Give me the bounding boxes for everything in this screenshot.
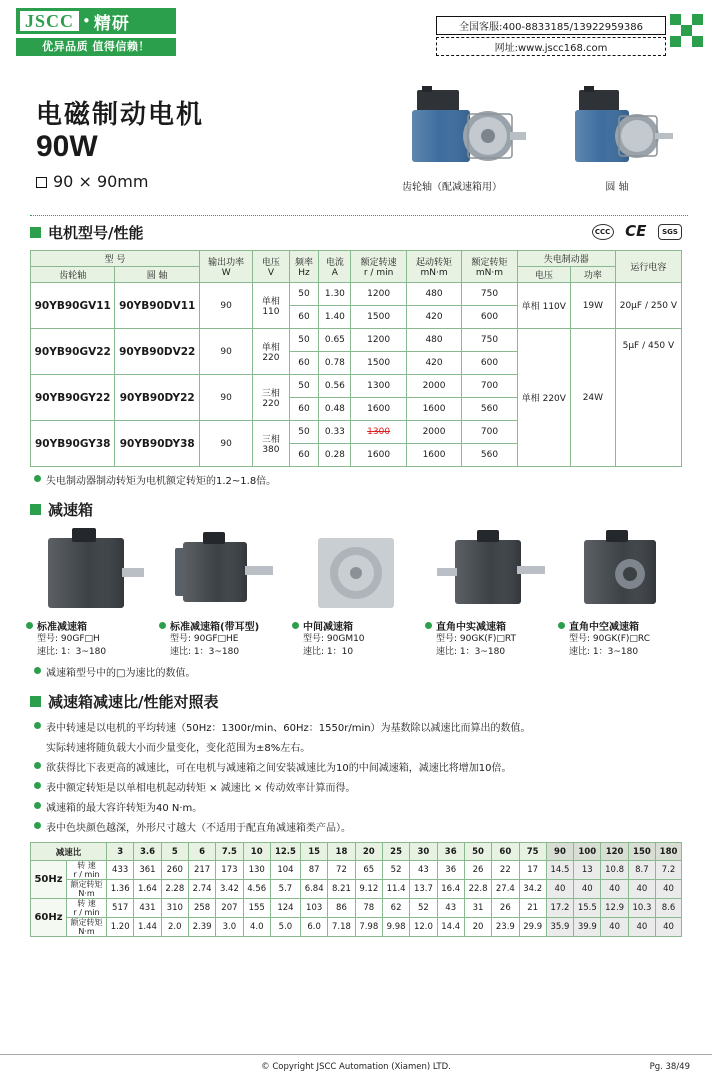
cell-value: 124 [270,899,300,918]
dimension-value: 90 × 90mm [53,172,149,191]
cell-speed: 1500 [351,306,406,329]
cell-start: 420 [406,306,461,329]
cell-value: 431 [134,899,161,918]
cell-value: 23.9 [492,918,519,937]
section3-notes [0,719,712,834]
cell-value: 2.74 [188,880,215,899]
gearbox-ratio-standard-ear: 速比: 1：3~180 [170,647,240,657]
logo-chinese-text: 精研 [93,13,130,34]
cell-freq: 60 [289,306,319,329]
table-row [31,329,682,352]
gearbox-image-standard [26,528,154,614]
cell-value: 34.2 [519,880,546,899]
cell-value: 31 [464,899,491,918]
cell-current: 0.33 [319,421,351,444]
table-row [31,918,682,937]
cell-voltage: 单相 110 [253,283,289,329]
cell-value: 10.3 [628,899,655,918]
cell-value: 4.0 [243,918,270,937]
cell-start: 1600 [406,444,461,467]
cell-current: 1.30 [319,283,351,306]
copyright-text: © Copyright JSCC Automation (Xiamen) LTD. [261,1062,451,1072]
th-ratio-150: 150 [628,843,655,861]
th-brake-voltage: 电压 [517,267,570,283]
section3-note-1 [34,739,712,754]
cell-value: 5.0 [270,918,300,937]
cell-current: 1.40 [319,306,351,329]
cell-value: 40 [656,880,682,899]
table-row [31,861,682,880]
cell-value: 72 [328,861,355,880]
section3-note-2 [34,759,712,774]
cell-freq: 50 [289,329,319,352]
cell-value: 62 [382,899,409,918]
cell-current: 0.48 [319,398,351,421]
bullet-dot-icon [159,622,166,629]
gearbox-image-right-angle-solid [425,528,553,614]
bullet-dot-icon [34,475,41,482]
cell-rated: 560 [462,444,517,467]
cell-value: 130 [243,861,270,880]
gearbox-label-right-angle-solid: 直角中实减速箱 [425,618,553,633]
cell-value: 7.2 [656,861,682,880]
section-heading-gearbox [30,499,712,520]
cell-value: 16.4 [437,880,464,899]
note-text: 实际转速将随负载大小而少量变化，变化范围为±8%左右。 [46,743,311,754]
note-text: 表中额定转矩是以单相电机起动转矩 × 减速比 × 传动效率计算而得。 [46,783,356,794]
cell-value: 9.98 [382,918,409,937]
cell-value: 8.6 [656,899,682,918]
cell-row-label: 转 速 r / min [67,899,107,918]
cell-value: 29.9 [519,918,546,937]
cell-value: 17.2 [546,899,573,918]
note-text: 欲获得比下表更高的减速比，可在电机与减速箱之间安装减速比为10的中间减速箱，减速比将增加10倍。 [46,763,512,774]
cell-freq: 60 [289,352,319,375]
gearbox-model-right-angle-solid: 型号: 90GK(F)□RT [436,634,517,644]
title-area [0,72,712,222]
cell-value: 40 [601,918,628,937]
th-ratio-3.6: 3.6 [134,843,161,861]
th-ratio-25: 25 [382,843,409,861]
cell-value: 40 [628,880,655,899]
bullet-dot-icon [34,782,41,789]
cell-value: 8.21 [328,880,355,899]
cell-value: 8.7 [628,861,655,880]
note-text: 减速箱的最大容许转矩为40 N·m。 [46,803,203,814]
th-ratio: 减速比 [31,843,107,861]
page-header [0,0,712,72]
cell-start: 1600 [406,398,461,421]
cell-value: 1.44 [134,918,161,937]
gearbox-label-right-angle-hollow: 直角中空减速箱 [558,618,686,633]
cell-row-label: 转 速 r / min [67,861,107,880]
green-square-icon-3 [30,696,41,707]
cell-value: 52 [382,861,409,880]
cell-round: 90YB90DV11 [115,283,200,329]
cell-value: 11.4 [382,880,409,899]
sgs-icon: SGS [658,224,682,240]
th-ratio-120: 120 [601,843,628,861]
section-heading-performance [30,222,712,243]
cell-value: 65 [355,861,382,880]
bullet-dot-icon [34,762,41,769]
th-ratio-6: 6 [188,843,215,861]
th-freq: 频率 Hz [289,251,319,283]
bullet-dot-icon [34,802,41,809]
cell-value: 2.0 [161,918,188,937]
cell-value: 260 [161,861,188,880]
cell-voltage: 三相 220 [253,375,289,421]
logo-main-bar [16,8,176,34]
cell-value: 3.0 [216,918,243,937]
cell-rated: 750 [462,283,517,306]
cell-speed: 1300 [351,421,406,444]
gear-shaft-motor-image [392,82,542,192]
cell-value: 361 [134,861,161,880]
th-ratio-7.5: 7.5 [216,843,243,861]
cell-freq: 60 [289,444,319,467]
cell-value: 517 [107,899,134,918]
cell-start: 2000 [406,421,461,444]
cell-value: 155 [243,899,270,918]
cell-current: 0.65 [319,329,351,352]
cell-round: 90YB90DY38 [115,421,200,467]
cell-value: 12.0 [410,918,437,937]
gearbox-image-standard-ear [159,528,287,614]
th-ratio-36: 36 [437,843,464,861]
square-icon [36,177,47,188]
cell-value: 40 [601,880,628,899]
gearbox-ratio-right-angle-hollow: 速比: 1：3~180 [569,647,639,657]
page-footer [0,1054,712,1080]
section2-title: 减速箱 [48,501,94,519]
cell-start: 480 [406,329,461,352]
note-text: 表中转速是以电机的平均转速（50Hz：1300r/min、60Hz：1550r/min）为基数除以减速比而算出的数值。 [46,723,531,734]
bullet-dot-icon [558,622,565,629]
cell-value: 173 [216,861,243,880]
cell-brake-power: 24W [571,329,616,467]
section2-note-text: 减速箱型号中的□为速比的数值。 [46,668,196,679]
table-row [31,899,682,918]
cell-value: 1.64 [134,880,161,899]
th-ratio-75: 75 [519,843,546,861]
cell-value: 20 [464,918,491,937]
cell-value: 433 [107,861,134,880]
motor-performance-table [30,250,682,467]
cell-rated: 750 [462,329,517,352]
cell-value: 17 [519,861,546,880]
section-heading-ratio [30,691,712,712]
th-ratio-100: 100 [574,843,601,861]
cell-start: 420 [406,352,461,375]
gearbox-model-right-angle-hollow: 型号: 90GK(F)□RC [569,634,651,644]
table-row [31,283,682,306]
gearbox-label-standard: 标准减速箱 [26,618,154,633]
th-ratio-30: 30 [410,843,437,861]
cell-value: 22 [492,861,519,880]
cell-value: 43 [437,899,464,918]
cell-value: 2.28 [161,880,188,899]
cell-value: 2.39 [188,918,215,937]
cell-gear: 90YB90GV11 [31,283,115,329]
cell-value: 5.7 [270,880,300,899]
cell-value: 6.84 [301,880,328,899]
cell-value: 21 [519,899,546,918]
cell-rated: 700 [462,375,517,398]
bullet-dot-icon [425,622,432,629]
cell-value: 7.98 [355,918,382,937]
cell-value: 104 [270,861,300,880]
green-square-icon [30,227,41,238]
round-shaft-caption: 圆 轴 [605,182,629,193]
cell-value: 3.42 [216,880,243,899]
cell-value: 310 [161,899,188,918]
th-start-torque: 起动转矩 mN·m [406,251,461,283]
th-ratio-60: 60 [492,843,519,861]
website-line: 网址:www.jscc168.com [436,37,666,56]
cell-frequency-group: 60Hz [31,899,67,937]
cell-value: 14.5 [546,861,573,880]
cell-brake-voltage: 单相 110V [517,283,570,329]
bullet-dot-icon [26,622,33,629]
cell-rated: 560 [462,398,517,421]
cell-rated: 600 [462,306,517,329]
cell-power: 90 [199,283,252,329]
th-voltage: 电压 V [253,251,289,283]
gearbox-item-standard [26,528,154,659]
cell-value: 36 [437,861,464,880]
cell-frequency-group: 50Hz [31,861,67,899]
gearbox-item-middle [292,528,420,659]
gearbox-image-right-angle-hollow [558,528,686,614]
cell-value: 4.56 [243,880,270,899]
th-rated-speed: 额定转速 r / min [351,251,406,283]
th-brake: 失电制动器 [517,251,615,267]
cell-gear: 90YB90GY22 [31,375,115,421]
contact-info [436,16,666,58]
cell-voltage: 单相 220 [253,329,289,375]
cell-value: 103 [301,899,328,918]
divider-dotted [30,215,688,216]
gearbox-ratio-standard: 速比: 1：3~180 [37,647,107,657]
cell-rated: 600 [462,352,517,375]
cell-value: 13 [574,861,601,880]
cell-freq: 50 [289,283,319,306]
cell-current: 0.78 [319,352,351,375]
cell-value: 7.18 [328,918,355,937]
th-ratio-20: 20 [355,843,382,861]
gearbox-item-standard-ear [159,528,287,659]
th-ratio-180: 180 [656,843,682,861]
table-row [31,880,682,899]
th-current: 电流 A [319,251,351,283]
cell-value: 1.20 [107,918,134,937]
section1-note-text: 失电制动器制动转矩为电机额定转矩的1.2~1.8倍。 [46,476,277,487]
cell-value: 258 [188,899,215,918]
ccc-icon: CCC [592,224,614,240]
bullet-dot-icon [34,822,41,829]
th-ratio-5: 5 [161,843,188,861]
bullet-dot-icon [34,722,41,729]
th-ratio-90: 90 [546,843,573,861]
th-ratio-10: 10 [243,843,270,861]
gear-shaft-caption: 齿轮轴（配减速箱用） [402,182,502,193]
section1-note [34,472,712,487]
gearbox-list [26,528,686,659]
logo-slogan: 优异品质 值得信赖！ [16,38,176,56]
cell-speed: 1300 [351,375,406,398]
cell-value: 26 [492,899,519,918]
th-run-cap: 运行电容 [615,251,681,283]
section3-note-4 [34,799,712,814]
cell-freq: 50 [289,375,319,398]
cell-speed: 1200 [351,283,406,306]
cell-value: 86 [328,899,355,918]
section3-note-3 [34,779,712,794]
motor-photos [392,82,682,212]
page-number: Pg. 38/49 [649,1062,690,1072]
th-ratio-15: 15 [301,843,328,861]
dimension-label [36,172,148,191]
cell-power: 90 [199,375,252,421]
cell-value: 87 [301,861,328,880]
gearbox-model-standard: 型号: 90GF□H [37,634,100,644]
cell-power: 90 [199,421,252,467]
cell-start: 480 [406,283,461,306]
th-ratio-18: 18 [328,843,355,861]
gearbox-ratio-right-angle-solid: 速比: 1：3~180 [436,647,506,657]
cell-gear: 90YB90GY38 [31,421,115,467]
th-brake-power: 功率 [571,267,616,283]
cell-speed: 1500 [351,352,406,375]
cell-run-cap: 20μF / 250 V [615,283,681,329]
cell-gear: 90YB90GV22 [31,329,115,375]
th-output-power: 输出功率 W [199,251,252,283]
th-round-shaft: 圆 轴 [115,267,200,283]
cell-round: 90YB90DV22 [115,329,200,375]
cell-value: 217 [188,861,215,880]
cell-value: 78 [355,899,382,918]
cell-value: 39.9 [574,918,601,937]
cell-rated: 700 [462,421,517,444]
cell-voltage: 三相 380 [253,421,289,467]
cell-freq: 60 [289,398,319,421]
section3-title: 减速箱减速比/性能对照表 [48,693,219,711]
gearbox-label-middle: 中间减速箱 [292,618,420,633]
cell-power: 90 [199,329,252,375]
cell-value: 26 [464,861,491,880]
cell-start: 2000 [406,375,461,398]
checker-decoration [670,14,704,48]
th-model: 型 号 [31,251,200,267]
cell-value: 43 [410,861,437,880]
cell-current: 0.28 [319,444,351,467]
th-gear-shaft: 齿轮轴 [31,267,115,283]
cell-value: 6.0 [301,918,328,937]
gearbox-model-middle: 型号: 90GM10 [303,634,365,644]
th-ratio-12.5: 12.5 [270,843,300,861]
cell-value: 40 [628,918,655,937]
cell-speed: 1600 [351,398,406,421]
cell-row-label: 额定转矩 N·m [67,880,107,899]
cell-value: 9.12 [355,880,382,899]
logo-jscc-text: JSCC [20,11,79,31]
cell-value: 27.4 [492,880,519,899]
cell-value: 22.8 [464,880,491,899]
cell-current: 0.56 [319,375,351,398]
cell-value: 207 [216,899,243,918]
gearbox-item-right-angle-solid [425,528,553,659]
cell-value: 10.8 [601,861,628,880]
logo-separator-dot: • [82,12,91,30]
section1-title: 电机型号/性能 [48,224,144,242]
note-text: 表中色块颜色越深，外形尺寸越大（不适用于配直角减速箱类产品）。 [46,823,351,834]
cell-brake-power: 19W [571,283,616,329]
section2-note [34,664,712,679]
bullet-dot-icon [292,622,299,629]
gearbox-model-standard-ear: 型号: 90GF□HE [170,634,239,644]
cell-row-label: 额定转矩 N·m [67,918,107,937]
gearbox-label-standard-ear: 标准减速箱(带耳型) [159,618,287,633]
page-title: 电磁制动电机 [36,100,205,130]
cell-value: 12.9 [601,899,628,918]
bullet-dot-icon [34,667,41,674]
cell-freq: 50 [289,421,319,444]
cell-speed: 1600 [351,444,406,467]
gearbox-ratio-middle: 速比: 1：10 [303,647,354,657]
cell-brake-voltage: 单相 220V [517,329,570,467]
gearbox-image-middle [292,528,420,614]
cell-value: 1.36 [107,880,134,899]
gearbox-item-right-angle-hollow [558,528,686,659]
cell-run-cap: 5μF / 450 V [615,329,681,467]
th-rated-torque: 额定转矩 mN·m [462,251,517,283]
company-logo [16,8,176,56]
cell-value: 40 [574,880,601,899]
cell-round: 90YB90DY22 [115,375,200,421]
service-hotline: 全国客服:400-8833185/13922959386 [436,16,666,35]
section3-note-0 [34,719,712,734]
power-rating: 90W [36,130,98,163]
cell-value: 14.4 [437,918,464,937]
cell-value: 35.9 [546,918,573,937]
round-shaft-motor-image [557,82,677,192]
section3-note-5 [34,819,712,834]
ce-icon: CE [625,221,647,240]
cell-value: 13.7 [410,880,437,899]
gear-ratio-table [30,842,682,937]
th-ratio-3: 3 [107,843,134,861]
th-ratio-50: 50 [464,843,491,861]
cell-value: 15.5 [574,899,601,918]
cell-value: 40 [546,880,573,899]
cell-speed: 1200 [351,329,406,352]
cell-value: 52 [410,899,437,918]
green-square-icon-2 [30,504,41,515]
cell-value: 40 [656,918,682,937]
